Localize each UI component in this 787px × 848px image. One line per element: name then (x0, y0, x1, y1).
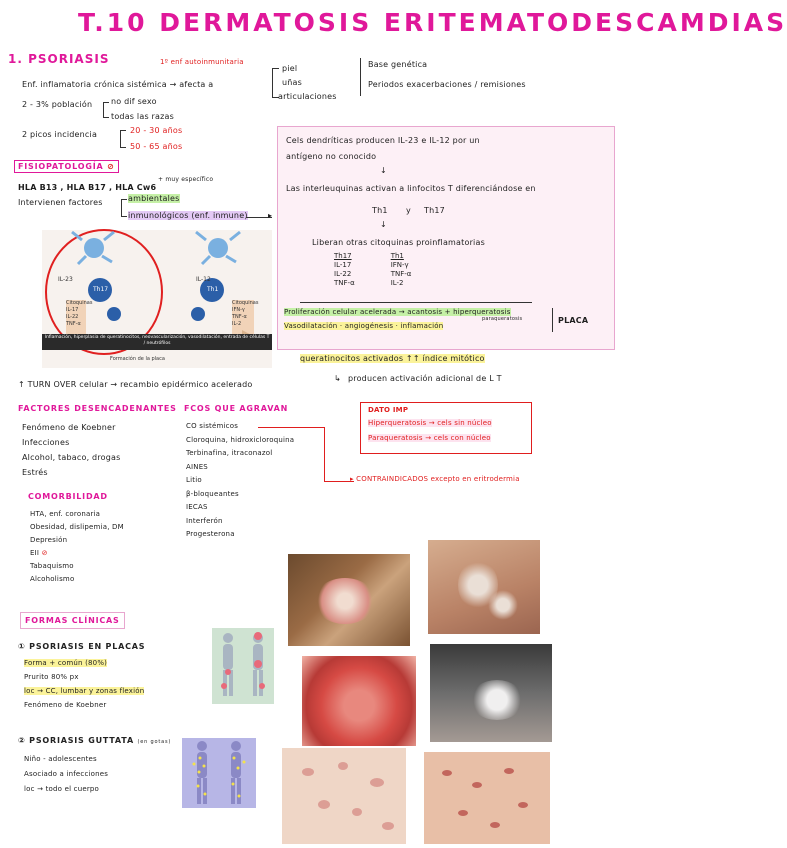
guttata-heading: ② PSORIASIS GUTTATA (en gotas) (18, 736, 172, 745)
list-item: Estrés (22, 468, 48, 477)
table-cell: TNF-α (390, 270, 412, 278)
brace-line (300, 302, 532, 303)
bracket (120, 130, 126, 148)
list-item: loc → CC, lumbar y zonas flexión (24, 687, 145, 695)
list-item: Niño - adolescentes (24, 755, 97, 763)
table-cell: IL-17 (334, 261, 352, 269)
box-placa: PLACA (558, 316, 589, 325)
citoquinas-left: Citoquinas IL-17 IL-22 TNF-α (66, 300, 93, 327)
small-cell-icon (191, 307, 205, 321)
poblacion-item-sexo: no dif sexo (111, 97, 157, 106)
small-cell-icon (107, 307, 121, 321)
fisiopatologia-heading: FISIOPATOLOGÍA ⊘ (14, 160, 119, 173)
poblacion: 2 - 3% población (22, 100, 93, 109)
dato-item-1: Hiperqueratosis → cels sin núcleo (368, 419, 492, 427)
diagram-svg (42, 230, 272, 368)
box-paraqueratosis: paraqueratosis (482, 316, 523, 322)
producen: producen activación adicional de L T (348, 374, 502, 383)
diagram-il12: IL-12 (196, 276, 211, 283)
photo-arm-plaques (428, 540, 540, 634)
queratinocitos: queratinocitos activados ↑↑ índice mitótico (300, 354, 485, 363)
list-item: AINES (186, 462, 208, 471)
affects-piel: piel (282, 64, 298, 73)
connector-line (258, 427, 324, 428)
table-cell: IL-22 (334, 270, 352, 278)
autoimmune-note: 1º enf autoinmunitaria (160, 58, 244, 66)
list-item: IECAS (186, 503, 208, 511)
box-th1: Th1 (372, 206, 388, 215)
guttata-list (24, 752, 108, 797)
dato-heading: DATO IMP (368, 406, 409, 414)
list-item: Litio (186, 476, 202, 484)
placas-heading: ① PSORIASIS EN PLACAS (18, 642, 146, 651)
list-item: Obesidad, dislipemia, DM (30, 523, 124, 531)
placas-list (24, 656, 144, 712)
picos-item-2: 50 - 65 años (130, 142, 183, 151)
affects-articulaciones: articulaciones (278, 92, 337, 101)
factores-heading: FACTORES DESENCADENANTES (18, 404, 177, 413)
list-item: Interferón (186, 516, 223, 525)
note-base-genetica: Base genética (368, 60, 428, 69)
body-silhouette-icon (182, 738, 256, 808)
list-item: CO sistémicos (186, 422, 239, 430)
box-line2: antígeno no conocido (286, 152, 377, 161)
page-title: T.10 DERMATOSIS ERITEMATODESCAMDIAS (78, 8, 787, 37)
hla-line: HLA B13 , HLA B17 , HLA Cw6 (18, 183, 157, 192)
box-line4: Liberan otras citoquinas proinflamatorias (312, 238, 485, 247)
picos: 2 picos incidencia (22, 130, 98, 139)
factor-ambientales: ambientales (128, 194, 180, 203)
photo-red-plaque (302, 656, 416, 746)
body-diagram-placas (212, 628, 274, 704)
down-arrow-icon: ↓ (380, 166, 387, 175)
section-heading-psoriasis: 1. PSORIASIS (8, 52, 110, 66)
list-item: Asociado a infecciones (24, 770, 109, 778)
list-item: Prurito 80% px (24, 673, 79, 681)
note-periodos: Periodos exacerbaciones / remisiones (368, 80, 526, 89)
box-vasod: Vasodilatación · angiogénesis · inflamación (284, 322, 444, 330)
fcos-heading: FCOS QUE AGRAVAN (184, 404, 289, 413)
photo-guttata-2 (424, 752, 550, 844)
down-arrow-icon: ↓ (380, 220, 387, 229)
turnover: ↑ TURN OVER celular → recambio epidérmico acelerado (18, 380, 253, 389)
arrow-head-icon: ▸ (268, 211, 273, 220)
diagram-th17: Th17 (93, 286, 109, 293)
list-item: Tabaquismo (30, 562, 74, 570)
dato-item-2: Paraqueratosis → cels con núcleo (368, 434, 491, 442)
dendritic-cell-right-icon (196, 232, 240, 264)
table-cell: IL-2 (390, 279, 404, 287)
photo-guttata-1 (282, 748, 406, 844)
diagram-th1: Th1 (207, 286, 219, 293)
table-header: Th17 (334, 252, 352, 260)
list-item: loc → todo el cuerpo (24, 785, 100, 793)
contraindicados: ▸ CONTRAINDICADOS excepto en eritrodermia (350, 475, 520, 483)
arrow-icon: ↳ (334, 374, 341, 383)
box-prolif: Proliferación celular acelerada → acantosis + hiperqueratosis (284, 308, 511, 316)
comorbilidad-list (30, 508, 124, 586)
list-item: HTA, enf. coronaria (30, 510, 101, 518)
factores-list (22, 420, 121, 480)
hla-note: + muy específico (158, 176, 214, 183)
diagram-il23: IL-23 (58, 276, 73, 283)
list-item: Terbinafina, itraconazol (186, 449, 273, 457)
picos-item-1: 20 - 30 años (130, 126, 183, 135)
citoquinas-table (330, 252, 415, 288)
comorbilidad-heading: COMORBILIDAD (28, 492, 108, 501)
poblacion-item-razas: todas las razas (111, 112, 175, 121)
photo-elbow-plaque (288, 554, 410, 646)
divider (360, 58, 361, 96)
factores-line: Intervienen factores (18, 198, 103, 207)
list-item: Cloroquina, hidroxicloroquina (186, 435, 295, 444)
bracket (103, 102, 109, 118)
list-item: Alcohol, tabaco, drogas (22, 453, 121, 462)
list-item: β-bloqueantes (186, 489, 239, 498)
list-item: EII ⊘ (30, 549, 48, 557)
factor-inmunologicos: inmunológicos (enf. inmune) (128, 211, 248, 220)
fcos-list (186, 420, 294, 542)
dendritic-cell-left-icon (72, 232, 114, 264)
list-item: Forma + común (80%) (24, 659, 108, 667)
list-item: Depresión (30, 536, 68, 544)
enf-line: Enf. inflamatoria crónica sistémica → afecta a (22, 80, 214, 89)
list-item: Alcoholismo (30, 575, 75, 583)
box-y: y (406, 206, 411, 215)
fisiopatologia-diagram (42, 230, 272, 368)
box-th17: Th17 (424, 206, 445, 215)
table-header: Th1 (390, 252, 404, 260)
list-item: Fenómeno de Koebner (22, 423, 116, 432)
citoquinas-right: Citoquinas IFN-γ TNF-α IL-2 (232, 300, 259, 327)
diagram-footer: Formación de la placa (110, 356, 165, 362)
affects-unas: uñas (282, 78, 303, 87)
bracket (121, 199, 127, 217)
diagram-caption: Inflamación, hiperplasia de queratinocitos, neovascularización, vasodilatación, entrada de células T / neutrófilos (44, 335, 270, 346)
table-cell: IFN-γ (390, 261, 409, 269)
body-silhouette-icon (212, 628, 274, 704)
divider (552, 308, 553, 332)
box-line3: Las interleuquinas activan a linfocitos T diferenciándose en (286, 184, 536, 193)
list-item: Infecciones (22, 438, 70, 447)
list-item: Fenómeno de Koebner (24, 701, 107, 709)
formas-heading: FORMAS CLÍNICAS (20, 612, 125, 629)
box-line1: Cels dendríticas producen IL-23 e IL-12 por un (286, 136, 480, 145)
photo-scalp (430, 644, 552, 742)
connector-line (324, 427, 325, 481)
list-item: Progesterona (186, 530, 235, 538)
body-diagram-guttata (182, 738, 256, 808)
table-cell: TNF-α (334, 279, 355, 287)
